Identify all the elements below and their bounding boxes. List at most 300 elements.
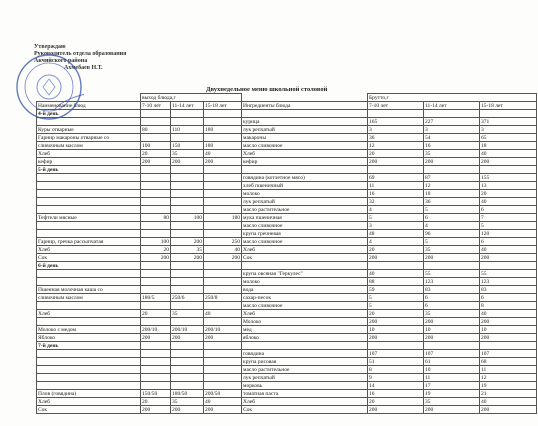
dish-cell: кефир: [37, 158, 141, 166]
portion-cell: [141, 278, 171, 286]
portion-cell: [141, 270, 171, 278]
portion-cell: 20: [141, 398, 171, 406]
brutto-cell: 6: [424, 302, 480, 310]
empty-cell: [480, 262, 537, 270]
brutto-cell: 123: [480, 278, 537, 286]
brutto-cell: 4: [424, 222, 480, 230]
dish-cell: [37, 302, 141, 310]
brutto-cell: 55: [424, 270, 480, 278]
table-row: [37, 222, 537, 230]
brutto-cell: 8: [480, 302, 537, 310]
table-row: [37, 142, 537, 150]
dish-cell: [37, 358, 141, 366]
dish-cell: Сок: [37, 406, 141, 414]
brutto-cell: 16: [368, 190, 424, 198]
portion-cell: 250/6: [171, 294, 204, 302]
day-label: 4-й день: [37, 110, 141, 118]
header-row-1: [37, 94, 537, 102]
portion-cell: [171, 382, 204, 390]
empty-cell: [368, 342, 424, 350]
table-row: [37, 358, 537, 366]
ingredient-cell: Хлеб: [242, 150, 368, 158]
portion-cell: [204, 222, 242, 230]
empty-cell: [242, 262, 368, 270]
ingredient-cell: молоко: [242, 278, 368, 286]
portion-cell: 150: [171, 142, 204, 150]
brutto-cell: 6: [480, 206, 537, 214]
brutto-cell: 40: [480, 246, 537, 254]
brutto-cell: 6: [480, 294, 537, 302]
brutto-cell: 21: [480, 390, 537, 398]
portion-cell: [141, 174, 171, 182]
table-row: [37, 278, 537, 286]
dish-cell: Хлеб: [37, 398, 141, 406]
empty-cell: [204, 342, 242, 350]
portion-cell: [171, 374, 204, 382]
portion-cell: [171, 230, 204, 238]
table-row: [37, 318, 537, 326]
ingredient-cell: лук репчатый: [242, 374, 368, 382]
empty-cell: [204, 166, 242, 174]
portion-cell: 200/10: [204, 326, 242, 334]
table-row: [37, 246, 537, 254]
portion-cell: [171, 286, 204, 294]
portion-cell: [171, 366, 204, 374]
ingredient-cell: масло сливочное: [242, 238, 368, 246]
ingredient-cell: масло растительное: [242, 206, 368, 214]
portion-cell: [141, 302, 171, 310]
brutto-cell: 371: [480, 118, 537, 126]
ingredient-cell: томатная паста: [242, 390, 368, 398]
portion-cell: 200: [141, 158, 171, 166]
portion-cell: 80: [141, 214, 171, 222]
table-row: [37, 302, 537, 310]
portion-cell: [171, 182, 204, 190]
portion-cell: 200: [141, 334, 171, 342]
brutto-cell: 20: [480, 190, 537, 198]
day-label: 6-й день: [37, 262, 141, 270]
empty-cell: [480, 110, 537, 118]
portion-cell: [171, 206, 204, 214]
table-row: [37, 270, 537, 278]
brutto-cell: 19: [480, 382, 537, 390]
portion-cell: 100: [141, 238, 171, 246]
portion-cell: 200: [171, 158, 204, 166]
day-label: 7-й день: [37, 342, 141, 350]
brutto-cell: 11: [368, 182, 424, 190]
brutto-cell: 32: [368, 198, 424, 206]
portion-cell: [141, 230, 171, 238]
table-row: [37, 238, 537, 246]
portion-cell: [141, 286, 171, 294]
table-row: [37, 366, 537, 374]
table-row: [37, 382, 537, 390]
ingredient-cell: молоко: [242, 190, 368, 198]
brutto-cell: 54: [424, 134, 480, 142]
brutto-cell: 69: [368, 174, 424, 182]
table-row: [37, 214, 537, 222]
brutto-cell: 88: [368, 278, 424, 286]
brutto-cell: 227: [424, 118, 480, 126]
dish-cell: Плов (говядина): [37, 390, 141, 398]
brutto-cell: 68: [480, 358, 537, 366]
brutto-cell: 200: [480, 158, 537, 166]
ingredient-cell: Молоко: [242, 318, 368, 326]
empty-cell: [141, 262, 171, 270]
portion-cell: 250: [204, 238, 242, 246]
portion-cell: [204, 174, 242, 182]
brutto-cell: 6: [424, 294, 480, 302]
portion-cell: 35: [171, 398, 204, 406]
portion-cell: 180/5: [141, 294, 171, 302]
approval-line-3: Акчийского района: [34, 58, 88, 64]
brutto-cell: 107: [368, 350, 424, 358]
portion-cell: 40: [204, 398, 242, 406]
table-row: [37, 230, 537, 238]
portion-cell: [141, 190, 171, 198]
brutto-cell: 20: [368, 246, 424, 254]
document-title: Двухнедельное меню школьной столовой: [206, 86, 328, 93]
portion-cell: [171, 190, 204, 198]
brutto-cell: 6: [480, 238, 537, 246]
dish-cell: [37, 182, 141, 190]
portion-cell: 40: [204, 246, 242, 254]
dish-cell: [37, 374, 141, 382]
table-row: [37, 158, 537, 166]
portion-cell: [204, 198, 242, 206]
ingredient-cell: макароны: [242, 134, 368, 142]
header-brutto-age-2: 11-14 лет: [424, 102, 480, 110]
portion-cell: 200: [171, 406, 204, 414]
dish-cell: [37, 350, 141, 358]
dish-cell: Хлеб: [37, 150, 141, 158]
portion-cell: 180: [204, 126, 242, 134]
ingredient-cell: лук репчатый: [242, 198, 368, 206]
brutto-cell: 107: [424, 350, 480, 358]
day-row: [37, 262, 537, 270]
portion-cell: [141, 222, 171, 230]
approval-line-4: Ахмебаев Н.Т.: [64, 65, 103, 71]
portion-cell: [141, 358, 171, 366]
portion-cell: 100: [141, 142, 171, 150]
portion-cell: 150/50: [141, 390, 171, 398]
brutto-cell: 14: [368, 382, 424, 390]
empty-cell: [368, 110, 424, 118]
brutto-cell: 5: [368, 214, 424, 222]
empty-cell: [141, 166, 171, 174]
brutto-cell: 200: [368, 334, 424, 342]
table-row: [37, 286, 537, 294]
ingredient-cell: кефир: [242, 158, 368, 166]
portion-cell: [141, 206, 171, 214]
ingredient-cell: крупа овсяная "Геркулес": [242, 270, 368, 278]
portion-cell: 40: [204, 310, 242, 318]
brutto-cell: 40: [480, 310, 537, 318]
brutto-cell: 20: [368, 398, 424, 406]
empty-cell: [242, 342, 368, 350]
brutto-cell: 20: [368, 310, 424, 318]
portion-cell: 180/50: [171, 390, 204, 398]
table-row: [37, 310, 537, 318]
dish-cell: сливочным маслом: [37, 142, 141, 150]
brutto-cell: 12: [368, 142, 424, 150]
brutto-cell: 35: [424, 398, 480, 406]
portion-cell: [204, 206, 242, 214]
ingredient-cell: мука пшеничная: [242, 214, 368, 222]
ingredient-cell: Хлеб: [242, 398, 368, 406]
empty-cell: [424, 110, 480, 118]
brutto-cell: 40: [480, 150, 537, 158]
portion-cell: 200/50: [204, 390, 242, 398]
empty-cell: [424, 262, 480, 270]
brutto-cell: 7: [480, 214, 537, 222]
brutto-cell: 10: [424, 366, 480, 374]
brutto-cell: 165: [368, 118, 424, 126]
brutto-cell: 5: [368, 302, 424, 310]
portion-cell: 200/10: [141, 326, 171, 334]
portion-cell: 180: [204, 142, 242, 150]
brutto-cell: 36: [368, 134, 424, 142]
brutto-cell: 8: [368, 366, 424, 374]
day-row: [37, 342, 537, 350]
ingredient-cell: курица: [242, 118, 368, 126]
portion-cell: 20: [141, 310, 171, 318]
dish-cell: [37, 118, 141, 126]
dish-cell: Гарнир макароны отварные со: [37, 134, 141, 142]
header-brutto: Брутто,г: [368, 94, 537, 102]
brutto-cell: 200: [368, 254, 424, 262]
ingredient-cell: крупа рисовая: [242, 358, 368, 366]
portion-cell: [171, 270, 204, 278]
portion-cell: 20: [141, 246, 171, 254]
brutto-cell: 3: [368, 126, 424, 134]
brutto-cell: 12: [480, 374, 537, 382]
brutto-cell: 200: [480, 334, 537, 342]
table-row: [37, 398, 537, 406]
empty-cell: [368, 166, 424, 174]
table-row: [37, 390, 537, 398]
empty-cell: [480, 166, 537, 174]
ingredient-cell: Хлеб: [242, 310, 368, 318]
brutto-cell: 17: [424, 382, 480, 390]
portion-cell: 200: [204, 334, 242, 342]
brutto-cell: 55: [480, 270, 537, 278]
portion-cell: [141, 118, 171, 126]
portion-cell: [171, 118, 204, 126]
brutto-cell: 5: [368, 294, 424, 302]
brutto-cell: 5: [424, 238, 480, 246]
ingredient-cell: говядина (котлетное мясо): [242, 174, 368, 182]
dish-cell: [37, 222, 141, 230]
dish-cell: Хлеб: [37, 246, 141, 254]
ingredient-cell: Сок: [242, 254, 368, 262]
brutto-cell: 3: [424, 126, 480, 134]
table-row: [37, 182, 537, 190]
portion-cell: 35: [171, 310, 204, 318]
portion-cell: [171, 350, 204, 358]
portion-cell: [171, 278, 204, 286]
brutto-cell: 96: [424, 230, 480, 238]
dish-cell: [37, 278, 141, 286]
brutto-cell: 16: [424, 142, 480, 150]
portion-cell: [171, 198, 204, 206]
ingredient-cell: вода: [242, 286, 368, 294]
brutto-cell: 13: [480, 182, 537, 190]
empty-cell: [368, 262, 424, 270]
portion-cell: [171, 174, 204, 182]
dish-cell: Гарнир, гречка рассыпчатая: [37, 238, 141, 246]
table-row: [37, 150, 537, 158]
table-row: [37, 126, 537, 134]
portion-cell: 250/8: [204, 294, 242, 302]
brutto-cell: 10: [368, 326, 424, 334]
portion-cell: [204, 318, 242, 326]
portion-cell: [141, 374, 171, 382]
brutto-cell: 51: [368, 358, 424, 366]
brutto-cell: 16: [368, 390, 424, 398]
brutto-cell: 200: [480, 318, 537, 326]
portion-cell: [204, 382, 242, 390]
brutto-cell: 48: [368, 230, 424, 238]
table-row: [37, 206, 537, 214]
header-portion: выход блюда,г: [141, 94, 242, 102]
portion-cell: 180: [204, 214, 242, 222]
portion-cell: [204, 350, 242, 358]
ingredient-cell: Хлеб: [242, 246, 368, 254]
dish-cell: [37, 174, 141, 182]
portion-cell: 200: [171, 334, 204, 342]
portion-cell: [204, 358, 242, 366]
portion-cell: [204, 270, 242, 278]
header-age-2: 11-14 лет: [171, 102, 204, 110]
brutto-cell: 20: [368, 150, 424, 158]
dish-cell: Яблоко: [37, 334, 141, 342]
brutto-cell: 11: [424, 374, 480, 382]
dish-cell: [37, 270, 141, 278]
header-dish-name: Наименование блюд: [37, 102, 141, 110]
header-row-2: [37, 102, 537, 110]
header-age-1: 7-10 лет: [141, 102, 171, 110]
portion-cell: 200: [141, 254, 171, 262]
empty-cell: [171, 342, 204, 350]
brutto-cell: 200: [424, 406, 480, 414]
dish-cell: Хлеб: [37, 310, 141, 318]
brutto-cell: 11: [480, 366, 537, 374]
header-brutto-age-1: 7-10 лет: [368, 102, 424, 110]
brutto-cell: 65: [480, 134, 537, 142]
dish-cell: [37, 190, 141, 198]
brutto-cell: 19: [424, 390, 480, 398]
brutto-cell: 40: [368, 270, 424, 278]
brutto-cell: 9: [368, 374, 424, 382]
day-row: [37, 166, 537, 174]
brutto-cell: 18: [424, 190, 480, 198]
ingredient-cell: масло сливочное: [242, 222, 368, 230]
dish-cell: [37, 230, 141, 238]
ingredient-cell: масло сливочное: [242, 302, 368, 310]
empty-cell: [171, 262, 204, 270]
portion-cell: [141, 382, 171, 390]
portion-cell: [141, 366, 171, 374]
brutto-cell: 59: [368, 286, 424, 294]
portion-cell: 200: [141, 406, 171, 414]
table-row: [37, 118, 537, 126]
empty-cell: [204, 262, 242, 270]
table-row: [37, 254, 537, 262]
portion-cell: 110: [171, 126, 204, 134]
brutto-cell: 200: [424, 318, 480, 326]
dish-cell: сливочным маслом: [37, 294, 141, 302]
brutto-cell: 35: [424, 246, 480, 254]
brutto-cell: 83: [480, 286, 537, 294]
brutto-cell: 40: [480, 198, 537, 206]
brutto-cell: 5: [480, 222, 537, 230]
empty-cell: [424, 342, 480, 350]
ingredient-cell: мед: [242, 326, 368, 334]
header-age-3: 15-18 лет: [204, 102, 242, 110]
brutto-cell: 200: [424, 334, 480, 342]
portion-cell: [204, 118, 242, 126]
portion-cell: [141, 318, 171, 326]
portion-cell: 200: [171, 238, 204, 246]
dish-cell: [37, 198, 141, 206]
table-row: [37, 374, 537, 382]
dish-cell: Молоко с медом: [37, 326, 141, 334]
ingredient-cell: масло сливочное: [242, 142, 368, 150]
ingredient-cell: масло растительное: [242, 366, 368, 374]
portion-cell: [141, 134, 171, 142]
ingredient-cell: яблоко: [242, 334, 368, 342]
table-row: [37, 174, 537, 182]
empty-cell: [480, 342, 537, 350]
portion-cell: [204, 190, 242, 198]
portion-cell: [204, 366, 242, 374]
empty-cell: [242, 110, 368, 118]
table-row: [37, 334, 537, 342]
table-row: [37, 294, 537, 302]
portion-cell: 200: [204, 158, 242, 166]
portion-cell: 100: [171, 214, 204, 222]
empty-cell: [204, 110, 242, 118]
empty-cell: [141, 110, 171, 118]
brutto-cell: 4: [368, 206, 424, 214]
portion-cell: [171, 222, 204, 230]
table-row: [37, 326, 537, 334]
portion-cell: [204, 286, 242, 294]
empty-cell: [242, 166, 368, 174]
brutto-cell: 155: [480, 174, 537, 182]
portion-cell: 40: [204, 150, 242, 158]
brutto-cell: 3: [368, 222, 424, 230]
brutto-cell: 200: [424, 158, 480, 166]
portion-cell: 80: [141, 126, 171, 134]
menu-table: [36, 93, 537, 414]
brutto-cell: 200: [368, 158, 424, 166]
brutto-cell: 6: [424, 214, 480, 222]
empty-cell: [171, 110, 204, 118]
portion-cell: [171, 318, 204, 326]
portion-cell: 20: [141, 150, 171, 158]
ingredient-cell: хлеб пшеничный: [242, 182, 368, 190]
portion-cell: 200: [204, 406, 242, 414]
approval-line-1: Утверждаю: [34, 44, 66, 50]
empty-cell: [171, 166, 204, 174]
brutto-cell: 3: [480, 126, 537, 134]
empty-cell: [424, 166, 480, 174]
brutto-cell: 10: [424, 326, 480, 334]
brutto-cell: 87: [424, 174, 480, 182]
brutto-cell: 200: [424, 254, 480, 262]
